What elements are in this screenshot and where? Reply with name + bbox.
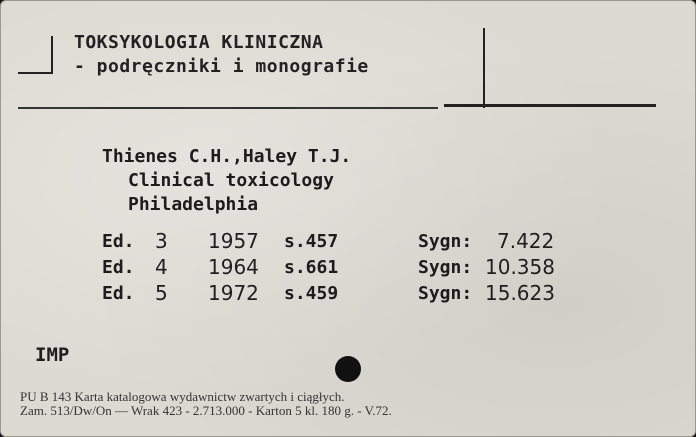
edition-year: 1957 [208,229,259,253]
edition-label: Ed. [102,231,135,252]
entry-title: Clinical toxicology [128,170,334,191]
corner-mark [51,36,53,74]
subject-heading: TOKSYKOLOGIA KLINICZNA [74,32,324,53]
edition-number: 4 [155,255,168,279]
corner-mark-base [18,72,53,74]
edition-year: 1964 [208,255,259,279]
edition-label: Ed. [102,257,135,278]
entry-authors: Thienes C.H.,Haley T.J. [102,146,352,167]
footer-print-line-2: Zam. 513/Dw/On — Wrak 423 - 2.713.000 - Karton 5 kl. 180 g. - V.72. [20,403,392,418]
signature-number: 7.422 [497,229,555,253]
signature-label: Sygn: [418,283,473,304]
signature-label: Sygn: [418,257,473,278]
signature-label: Sygn: [418,231,473,252]
signature-number: 10.358 [485,255,555,279]
edition-year: 1972 [208,281,259,305]
edition-pages: s.457 [284,231,339,252]
header-divider [483,28,485,108]
edition-pages: s.661 [284,257,339,278]
imp-mark: IMP [35,344,70,366]
subject-subheading: - podręczniki i monografie [74,56,369,77]
edition-label: Ed. [102,283,135,304]
header-rule-right [444,104,656,107]
punch-hole [335,356,361,382]
header-rule-left [18,107,438,109]
signature-number: 15.623 [485,281,555,305]
edition-pages: s.459 [284,283,339,304]
entry-place: Philadelphia [128,194,259,215]
footer-print-line-1: PU B 143 Karta katalogowa wydawnictw zwartych i ciągłych. [20,389,345,404]
edition-number: 3 [155,229,168,253]
edition-number: 5 [155,281,168,305]
